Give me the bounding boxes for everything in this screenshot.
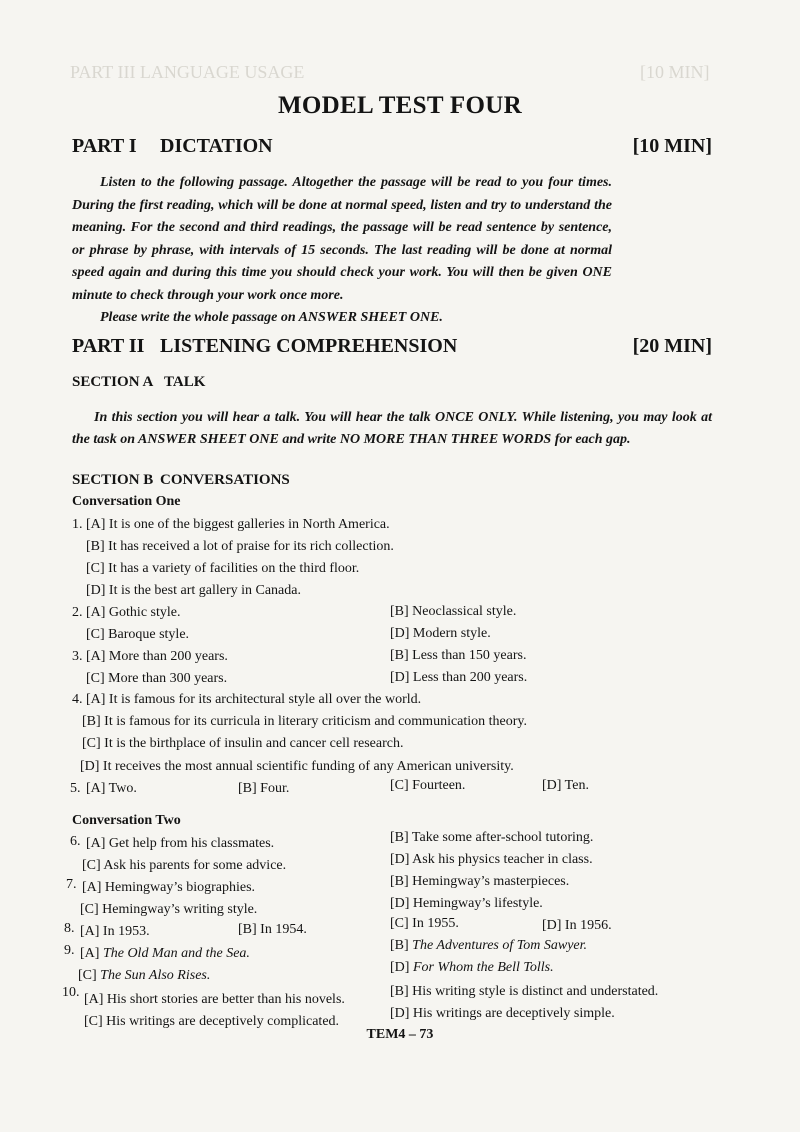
section-b-heading: [72, 472, 290, 489]
q5-option-a[interactable]: [A] Two.: [86, 781, 137, 796]
section-b-name: CONVERSATIONS: [160, 472, 290, 488]
conversation-two-heading: Conversation Two: [72, 813, 181, 828]
part1-instructions-text: Listen to the following passage. Altogether the passage will be read to you four times. During the first reading, which will be done at normal speed, listen and try to understand the meaning. For the second and third readings, the passage will be read sentence by sentence, or phrase by phrase, with intervals of 15 seconds. The last reading will be done at normal speed again and during this time you should check your work. You will then be given ONE minute to check through your work once more.: [72, 175, 612, 303]
q6-option-b[interactable]: [B] Take some after-school tutoring.: [390, 830, 594, 845]
q9-option-d[interactable]: [390, 960, 554, 976]
question-number: 10.: [62, 985, 80, 1000]
section-a-instructions: [72, 407, 712, 451]
question-number: 5.: [70, 781, 81, 796]
section-a-name: TALK: [164, 374, 206, 390]
q9-option-a-text: The Old Man and the Sea.: [102, 946, 250, 961]
q10-option-d[interactable]: [D] His writings are deceptively simple.: [390, 1006, 615, 1021]
q2-option-b[interactable]: [B] Neoclassical style.: [390, 604, 517, 619]
q9-option-a-label: [A]: [80, 946, 100, 961]
q8-option-b[interactable]: [B] In 1954.: [238, 922, 307, 937]
q3-option-c[interactable]: [C] More than 300 years.: [86, 671, 228, 686]
q2-option-c[interactable]: [C] Baroque style.: [86, 627, 190, 642]
part2-number: PART II: [72, 335, 145, 357]
q7-option-b[interactable]: [B] Hemingway’s masterpieces.: [390, 874, 570, 889]
q8-option-d[interactable]: [D] In 1956.: [542, 918, 612, 933]
q9-option-c-text: The Sun Also Rises.: [100, 968, 211, 983]
q9-option-a[interactable]: [80, 946, 250, 962]
q4-option-c[interactable]: [C] It is the birthplace of insulin and cancer cell research.: [82, 736, 404, 751]
part1-number: PART I: [72, 135, 137, 157]
q7-option-c[interactable]: [C] Hemingway’s writing style.: [80, 902, 258, 917]
q1-option-c[interactable]: [C] It has a variety of facilities on the third floor.: [86, 561, 360, 576]
q2-option-a[interactable]: [A] Gothic style.: [86, 605, 181, 620]
q1-option-d[interactable]: [D] It is the best art gallery in Canada.: [86, 583, 301, 598]
q9-option-c-label: [C]: [78, 968, 97, 983]
q5-option-c[interactable]: [C] Fourteen.: [390, 778, 466, 793]
part1-instructions: [72, 172, 612, 330]
part2-name: LISTENING COMPREHENSION: [160, 335, 458, 357]
question-number: 8.: [64, 921, 75, 936]
q9-option-c[interactable]: [78, 968, 210, 984]
q2-option-d[interactable]: [D] Modern style.: [390, 626, 491, 641]
q10-option-a[interactable]: [A] His short stories are better than his novels.: [84, 992, 345, 1007]
part1-name: DICTATION: [160, 135, 273, 157]
part1-instructions-text-2: Please write the whole passage on ANSWER SHEET ONE.: [100, 310, 443, 325]
section-b-number: SECTION B: [72, 472, 154, 488]
question-number: 9.: [64, 943, 75, 958]
q7-option-a[interactable]: [A] Hemingway’s biographies.: [82, 880, 256, 895]
section-a-heading: [72, 374, 205, 391]
question-number: 7.: [66, 877, 77, 892]
q1-option-a[interactable]: [A] It is one of the biggest galleries in North America.: [86, 517, 390, 532]
q8-option-c[interactable]: [C] In 1955.: [390, 916, 459, 931]
q4-option-b[interactable]: [B] It is famous for its curricula in literary criticism and communication theory.: [82, 714, 528, 729]
q8-option-a[interactable]: [A] In 1953.: [80, 924, 150, 939]
q10-option-b[interactable]: [B] His writing style is distinct and understated.: [390, 984, 659, 999]
q3-option-a[interactable]: [A] More than 200 years.: [86, 649, 228, 664]
question-number: 6.: [70, 834, 81, 849]
question-number: 1.: [72, 517, 83, 532]
section-a-instructions-text: In this section you will hear a talk. You will hear the talk ONCE ONLY. While listening, you may look at the task on ANSWER SHEET ONE and write NO MORE THAN THREE WORDS for each gap.: [72, 410, 712, 447]
q3-option-d[interactable]: [D] Less than 200 years.: [390, 670, 528, 685]
q9-option-b-label: [B]: [390, 938, 409, 953]
q7-option-d[interactable]: [D] Hemingway’s lifestyle.: [390, 896, 543, 911]
part2-time: [20 MIN]: [632, 335, 712, 357]
q5-option-b[interactable]: [B] Four.: [238, 781, 290, 796]
question-number: 2.: [72, 605, 83, 620]
question-number: 4.: [72, 692, 83, 707]
q9-option-b[interactable]: [390, 938, 587, 954]
q9-option-b-text: The Adventures of Tom Sawyer.: [412, 938, 588, 953]
q6-option-a[interactable]: [A] Get help from his classmates.: [86, 836, 275, 851]
section-a-number: SECTION A: [72, 374, 154, 390]
bleed-through-text: PART III LANGUAGE USAGE: [70, 62, 305, 82]
q9-option-d-label: [D]: [390, 960, 410, 975]
q1-option-b[interactable]: [B] It has received a lot of praise for its rich collection.: [86, 539, 394, 554]
q3-option-b[interactable]: [B] Less than 150 years.: [390, 648, 527, 663]
question-number: 3.: [72, 649, 83, 664]
part2-heading: [72, 335, 712, 358]
part1-time: [10 MIN]: [632, 135, 712, 157]
conversation-one-heading: Conversation One: [72, 494, 181, 509]
page-title: MODEL TEST FOUR: [278, 92, 522, 119]
part1-heading: [72, 135, 712, 158]
q4-option-d[interactable]: [D] It receives the most annual scientific funding of any American university.: [80, 759, 514, 774]
q10-option-c[interactable]: [C] His writings are deceptively complicated.: [84, 1014, 340, 1029]
q9-option-d-text: For Whom the Bell Tolls.: [412, 960, 554, 975]
q6-option-d[interactable]: [D] Ask his physics teacher in class.: [390, 852, 593, 867]
q4-option-a[interactable]: [A] It is famous for its architectural style all over the world.: [86, 692, 422, 707]
bleed-through-text: [10 MIN]: [640, 62, 710, 82]
q6-option-c[interactable]: [C] Ask his parents for some advice.: [82, 858, 287, 873]
page-footer: TEM4 – 73: [366, 1027, 434, 1042]
q5-option-d[interactable]: [D] Ten.: [542, 778, 589, 793]
